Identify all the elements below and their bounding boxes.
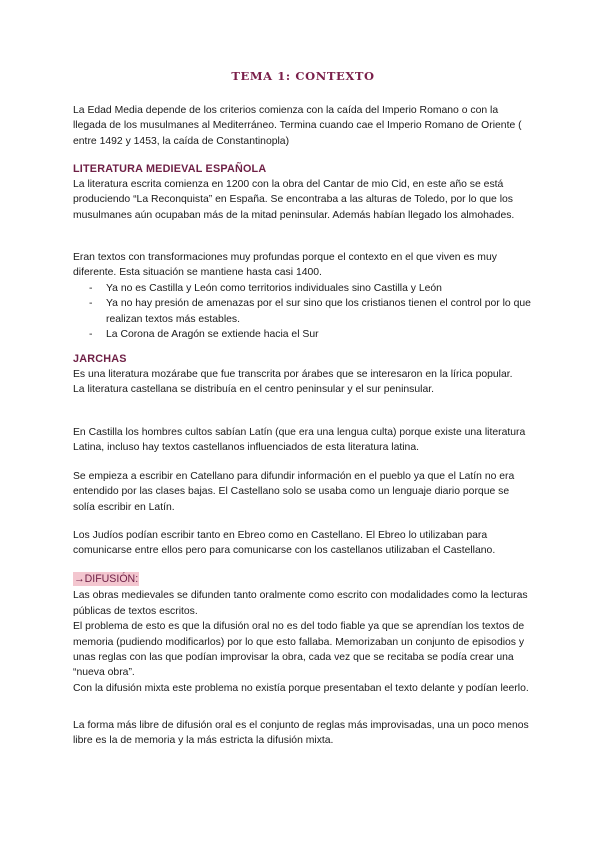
intro-text: La Edad Media depende de los criterios comienza con la caída del Imperio Romano o con la llegada de los musulmanes al Mediterráneo. Termina cuando cae el Imperio Romano de Oriente ( entre 1492 y 1453, la caída de Constantinopla) [73, 105, 522, 147]
jarchas-paragraph-1: Es una literatura mozárabe que fue transcrita por árabes que se interesaron en la lírica popular. [73, 369, 513, 380]
literatura-paragraph-1: La literatura escrita comienza en 1200 con la obra del Cantar de mio Cid, en este año se está produciendo “La Reconquista” en España. Se encontraba a las alturas de Toledo, por lo que los musulmanes aún ocupaban más de la mitad peninsular. Además habían llegado los almohades. [73, 179, 515, 221]
section-heading-jarchas: JARCHAS [73, 353, 127, 365]
list-item: - La Corona de Aragón se extiende hacia el Sur [73, 327, 533, 342]
section-jarchas [73, 352, 533, 398]
section-literatura-context [73, 250, 533, 342]
intro-paragraph [73, 103, 533, 149]
jarchas-judios-block [73, 528, 533, 559]
jarchas-castellano-block [73, 469, 533, 515]
jarchas-paragraph-5: Los Judíos podían escribir tanto en Ebreo como en Castellano. El Ebreo lo utilizaban para comunicarse entre ellos pero para comunicarse con los castellanos utilizaban el Castellano. [73, 530, 496, 557]
jarchas-latin-block [73, 425, 533, 456]
literatura-bullet-list [73, 281, 533, 343]
difusion-paragraph-3: Con la difusión mixta este problema no existía porque presentaban el texto delante y podían leerlo. [73, 682, 529, 694]
section-heading-literatura: LITERATURA MEDIEVAL ESPAÑOLA [73, 163, 267, 175]
page-title: TEMA 1: CONTEXTO [231, 69, 375, 83]
list-item: - Ya no es Castilla y León como territorios individuales sino Castilla y León [73, 281, 533, 296]
section-heading-difusion: →DIFUSIÓN: [74, 573, 139, 585]
jarchas-paragraph-4: Se empieza a escribir en Catellano para difundir información en el pueblo ya que el Latín no era entendido por las clases bajas. El Castellano solo se usaba como un lenguaje diario porque se solía escribir en Latín. [73, 471, 515, 513]
difusion-paragraph-4: La forma más libre de difusión oral es el conjunto de reglas más improvisadas, una un poco menos libre es la de memoria y la más estricta la difusión mixta. [73, 720, 529, 747]
difusion-summary-block [73, 718, 533, 749]
list-item: - Ya no hay presión de amenazas por el sur sino que los cristianos tienen el control por lo que realizan textos más estables. [73, 296, 533, 327]
difusion-paragraph-2: El problema de esto es que la difusión oral no es del todo fiable ya que se aprendían los textos de memoria (pudiendo modificarlos) por lo que esto fallaba. Memorizaban un conjunto de episodios y unas reglas con las que podían improvisar la obra, cada vez que se recitaba se podía crear una “nueva obra”. [73, 621, 525, 679]
section-literatura [73, 162, 533, 223]
difusion-paragraph-1: Las obras medievales se difunden tanto oralmente como escrito con modalidades como la lecturas públicas de textos escritos. [73, 590, 528, 617]
literatura-paragraph-2: Eran textos con transformaciones muy profundas porque el contexto en el que viven es muy diferente. Esta situación se mantiene hasta casi 1400. [73, 252, 497, 279]
jarchas-paragraph-3: En Castilla los hombres cultos sabían Latín (que era una lengua culta) porque existe una literatura Latina, incluso hay textos castellanos influenciados de esta literatura latina. [73, 427, 526, 454]
jarchas-paragraph-2: La literatura castellana se distribuía en el centro peninsular y el sur peninsular. [73, 384, 434, 396]
section-difusion [73, 572, 533, 696]
